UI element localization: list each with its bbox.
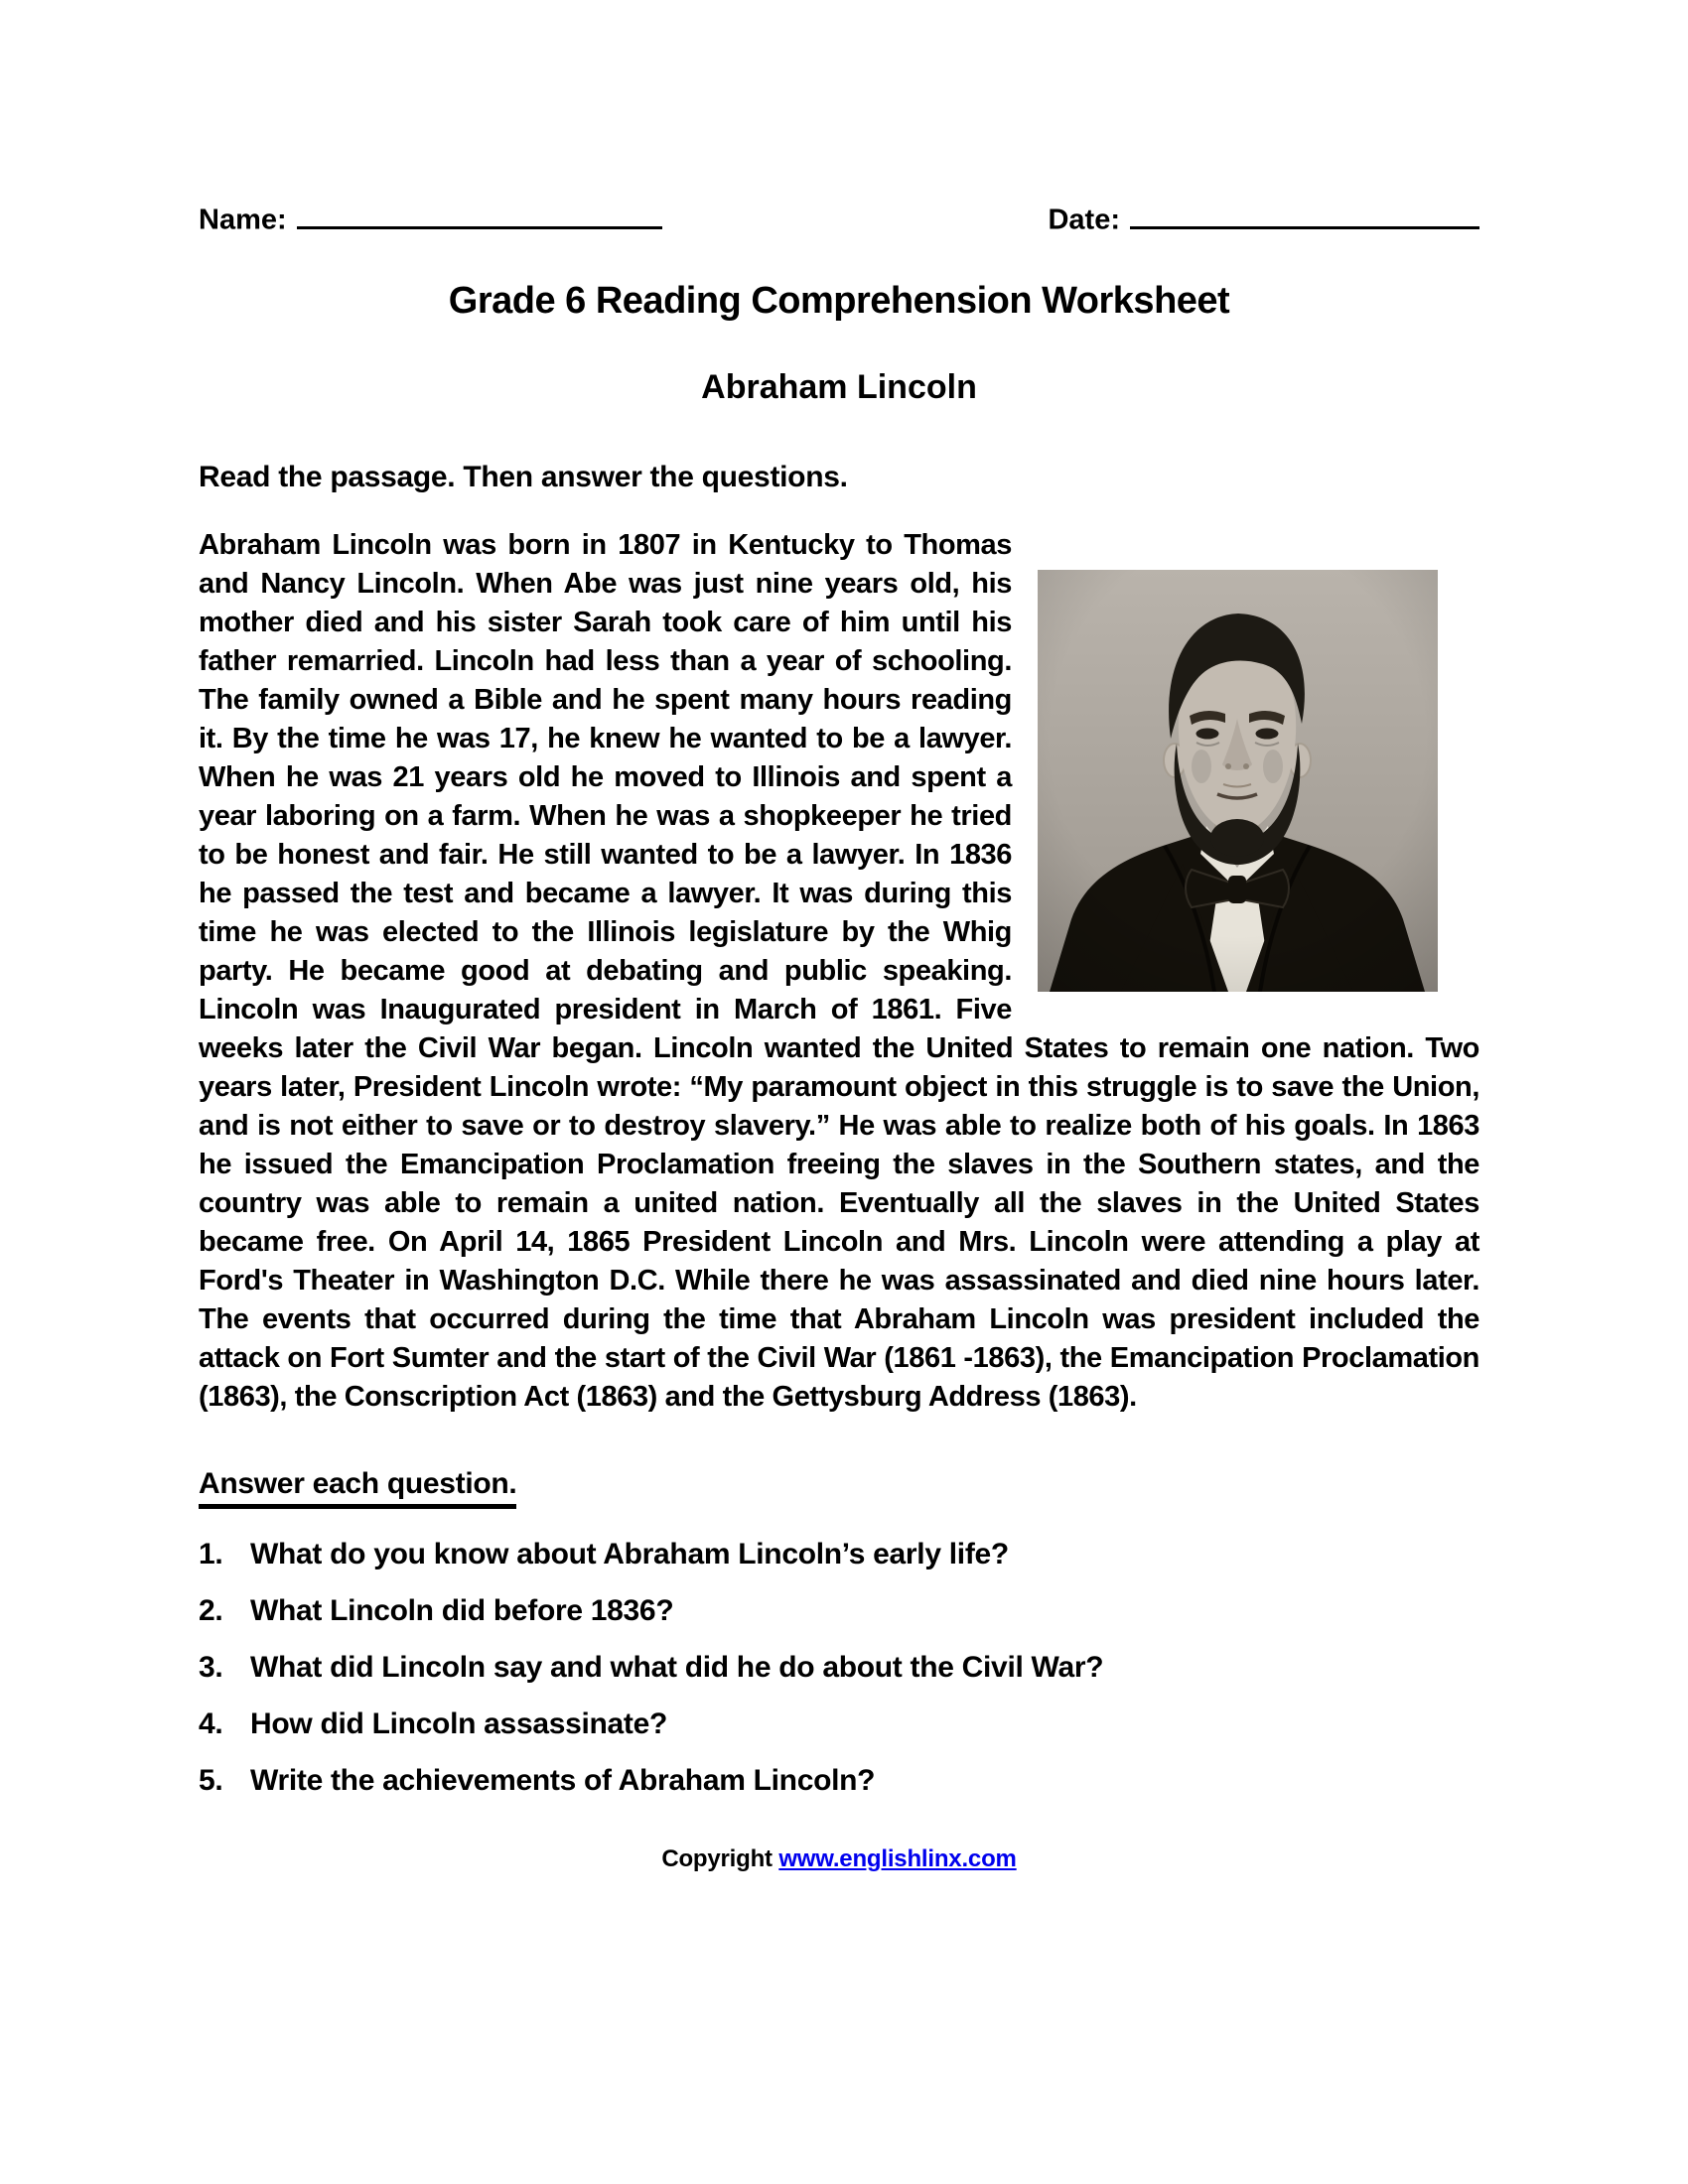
question-number: 4. [199, 1707, 223, 1741]
passage-text: Abraham Lincoln was born in 1807 in Kentucky to Thomas and Nancy Lincoln. When Abe was just nine years old, his mother died and his sister Sarah took care of him until his father remarried. Lincoln had less than a year of schooling. The family owned a Bible and he spent many hours reading it. By the time he was 17, he knew he wanted to be a lawyer. When he was 21 years old he moved to Illinois and spent a year laboring on a farm. When he was a shopkeeper he tried to be honest and fair. He still wanted to be a lawyer. In 1836 he passed the test and became a lawyer. It was during this time he was elected to the Illinois legislature by the Whig party. He became good at debating and public speaking. Lincoln was Inaugurated president in March of 1861. Five weeks later the Civil War began. Lincoln wanted the United States to remain one nation. Two years later, President Lincoln wrote: “My paramount object in this struggle is to save the Union, and is not either to save or to destroy slavery.” He was able to realize both of his goals. In 1863 he issued the Emancipation Proclamation freeing the slaves in the Southern states, and the country was able to remain a united nation. Eventually all the slaves in the United States became free. On April 14, 1865 President Lincoln and Mrs. Lincoln were attending a play at Ford's Theater in Washington D.C. While there he was assassinated and died nine hours later. The events that occurred during the time that Abraham Lincoln was president included the attack on Fort Sumter and the start of the Civil War (1861 -1863), the Emancipation Proclamation (1863), the Conscription Act (1863) and the Gettysburg Address (1863). [199, 529, 1479, 1414]
question-number: 3. [199, 1651, 223, 1685]
answer-section [199, 1466, 1479, 1800]
question-item-1 [199, 1535, 1479, 1573]
website-link[interactable]: www.englishlinx.com [778, 1845, 1017, 1873]
question-item-3 [199, 1648, 1479, 1687]
answer-section-heading: Answer each question. [199, 1466, 516, 1509]
name-date-row [199, 202, 1479, 236]
question-item-5 [199, 1761, 1479, 1800]
question-text: How did Lincoln assassinate? [250, 1707, 668, 1741]
page-title: Grade 6 Reading Comprehension Worksheet [448, 280, 1230, 323]
question-text: What Lincoln did before 1836? [250, 1594, 674, 1628]
lincoln-portrait-image [1038, 570, 1438, 992]
name-blank-line [297, 202, 662, 229]
date-blank-line [1130, 202, 1479, 229]
question-number: 5. [199, 1764, 223, 1798]
question-number: 2. [199, 1594, 223, 1628]
name-field [199, 202, 662, 236]
copyright-label: Copyright [661, 1845, 773, 1873]
question-list [199, 1535, 1479, 1800]
passage-title: Abraham Lincoln [701, 368, 977, 407]
name-label: Name: [199, 204, 287, 236]
passage [199, 526, 1479, 1417]
question-text: Write the achievements of Abraham Lincoln? [250, 1764, 876, 1798]
instruction-text: Read the passage. Then answer the questions. [199, 461, 848, 494]
date-label: Date: [1048, 204, 1120, 236]
date-field [1048, 202, 1479, 236]
footer [199, 1845, 1479, 1873]
question-item-2 [199, 1591, 1479, 1630]
question-text: What did Lincoln say and what did he do about the Civil War? [250, 1651, 1104, 1685]
lincoln-portrait-graphic [1038, 570, 1438, 992]
question-text: What do you know about Abraham Lincoln’s early life? [250, 1538, 1009, 1571]
question-item-4 [199, 1705, 1479, 1743]
question-number: 1. [199, 1538, 223, 1571]
